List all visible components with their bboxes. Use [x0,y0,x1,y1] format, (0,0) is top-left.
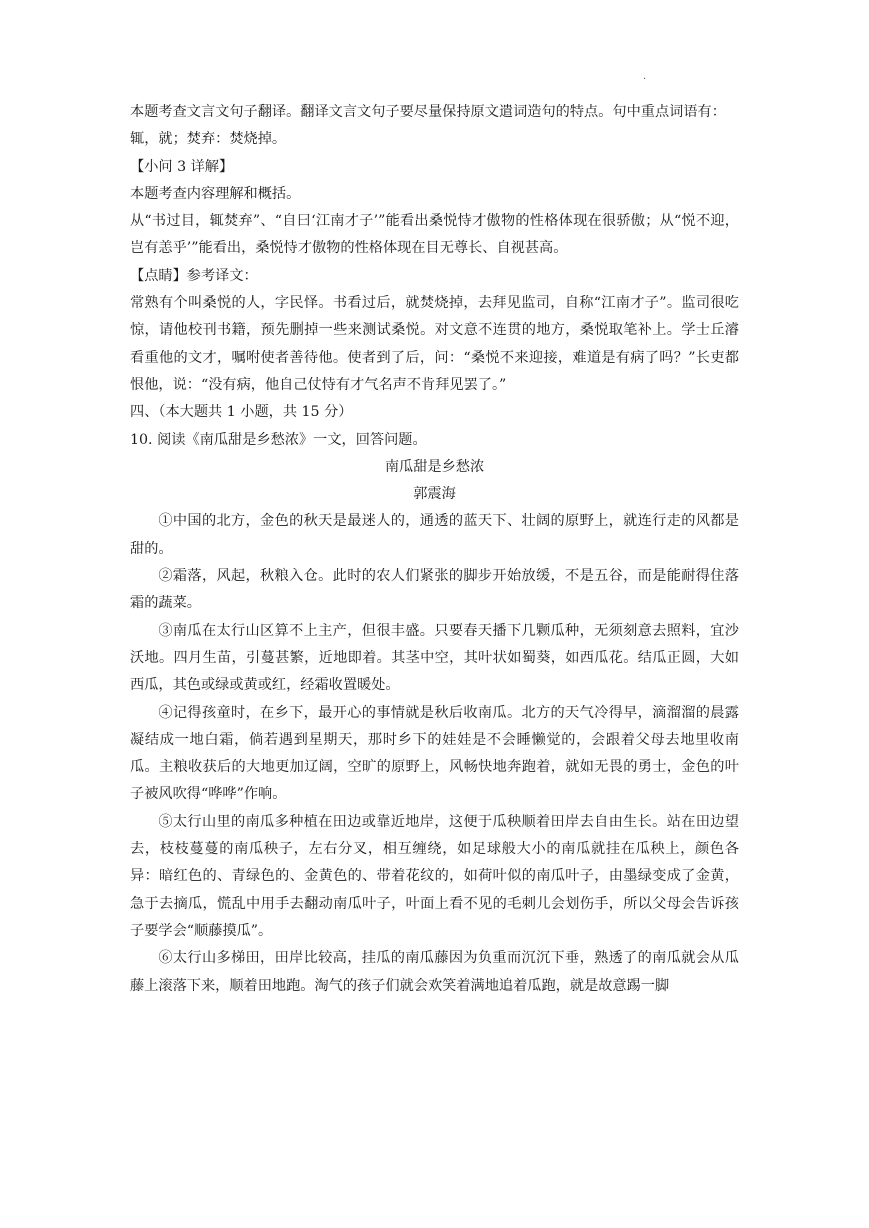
article-paragraph: ②霜落，风起，秋粮入仓。此时的农人们紧张的脚步开始放缓，不是五谷，而是能耐得住落霜的蔬菜。 [130,568,739,612]
article-paragraph: ⑥太行山多梯田，田岸比较高，挂瓜的南瓜藤因为负重而沉沉下垂，熟透了的南瓜就会从瓜藤上滚落下来，顺着田地跑。淘气的孩子们就会欢笑着满地追着瓜跑，就是故意踢一脚 [130,950,739,994]
article-title: 南瓜甜是乡愁浓 [384,458,485,475]
q3-intro: 本题考查内容理解和概括。 [130,185,301,202]
article-paragraph: ③南瓜在太行山区算不上主产，但很丰盛。只要春天播下几颗瓜种，无须刻意去照料，宜沙沃地。四月生苗，引蔓甚繁，近地即着。其茎中空，其叶状如蜀葵，如西瓜花。结瓜正圆，大如西瓜，其色或绿或黄或红，经霜收置暖处。 [130,622,739,694]
q3-heading: 【小问 3 详解】 [130,158,234,175]
header-mark: · [643,74,647,85]
question-10: 10. 阅读《南瓜甜是乡愁浓》一文，回答问题。 [130,431,427,448]
article-paragraph: ④记得孩童时，在乡下，最开心的事情就是秋后收南瓜。北方的天气冷得早，滴溜溜的晨露凝结成一地白霜，倘若遇到星期天，那时乡下的娃娃是不会睡懒觉的，会跟着父母去地里收南瓜。主粮收获后的大地更加辽阔，空旷的原野上，风畅快地奔跑着，就如无畏的勇士，金色的叶子被风吹得“哗哗”作响。 [130,704,739,803]
article-paragraph: ①中国的北方，金色的秋天是最迷人的，通透的蓝天下、壮阔的原野上，就连行走的风都是甜的。 [130,513,739,557]
q2-words: 辄，就；焚弃：焚烧掉。 [130,131,287,148]
article-author: 郭震海 [413,486,456,503]
q2-intro: 本题考查文言文句子翻译。翻译文言文句子要尽量保持原文遣词造句的特点。句中重点词语有： [130,104,726,120]
dianjing-heading: 【点睛】参考译文： [130,267,258,284]
q3-answer: 从“书过目，辄焚弃”、“自曰‘江南才子’”能看出桑悦恃才傲物的性格体现在很骄傲；从“悦不迎，岂有恙乎’”能看出，桑悦恃才傲物的性格体现在目无尊长、自视甚高。 [130,213,739,257]
section-heading: 四、（本大题共 1 小题，共 15 分） [130,404,353,421]
translation-text: 常熟有个叫桑悦的人，字民怿。书看过后，就焚烧掉，去拜见监司，自称“江南才子”。监司很吃惊，请他校刊书籍，预先删掉一些来测试桑悦。对文意不连贯的地方，桑悦取笔补上。学士丘濬看重他的文才，嘱咐使者善待他。使者到了后，问：“桑悦不来迎接，难道是有病了吗？”长吏都恨他，说：“没有病，他自己仗恃有才气名声不肯拜见罢了。” [130,295,739,393]
document-body [130,99,739,1000]
article-paragraph: ⑤太行山里的南瓜多种植在田边或靠近地岸，这便于瓜秧顺着田岸去自由生长。站在田边望去，枝枝蔓蔓的南瓜秧子，左右分叉，相互缠绕，如足球般大小的南瓜就挂在瓜秧上，颜色各异：暗红色的、青绿色的、金黄色的、带着花纹的，如荷叶似的南瓜叶子，由墨绿变成了金黄，急于去摘瓜，慌乱中用手去翻动南瓜叶子，叶面上看不见的毛刺儿会划伤手，所以父母会告诉孩子要学会“顺藤摸瓜”。 [130,813,739,939]
